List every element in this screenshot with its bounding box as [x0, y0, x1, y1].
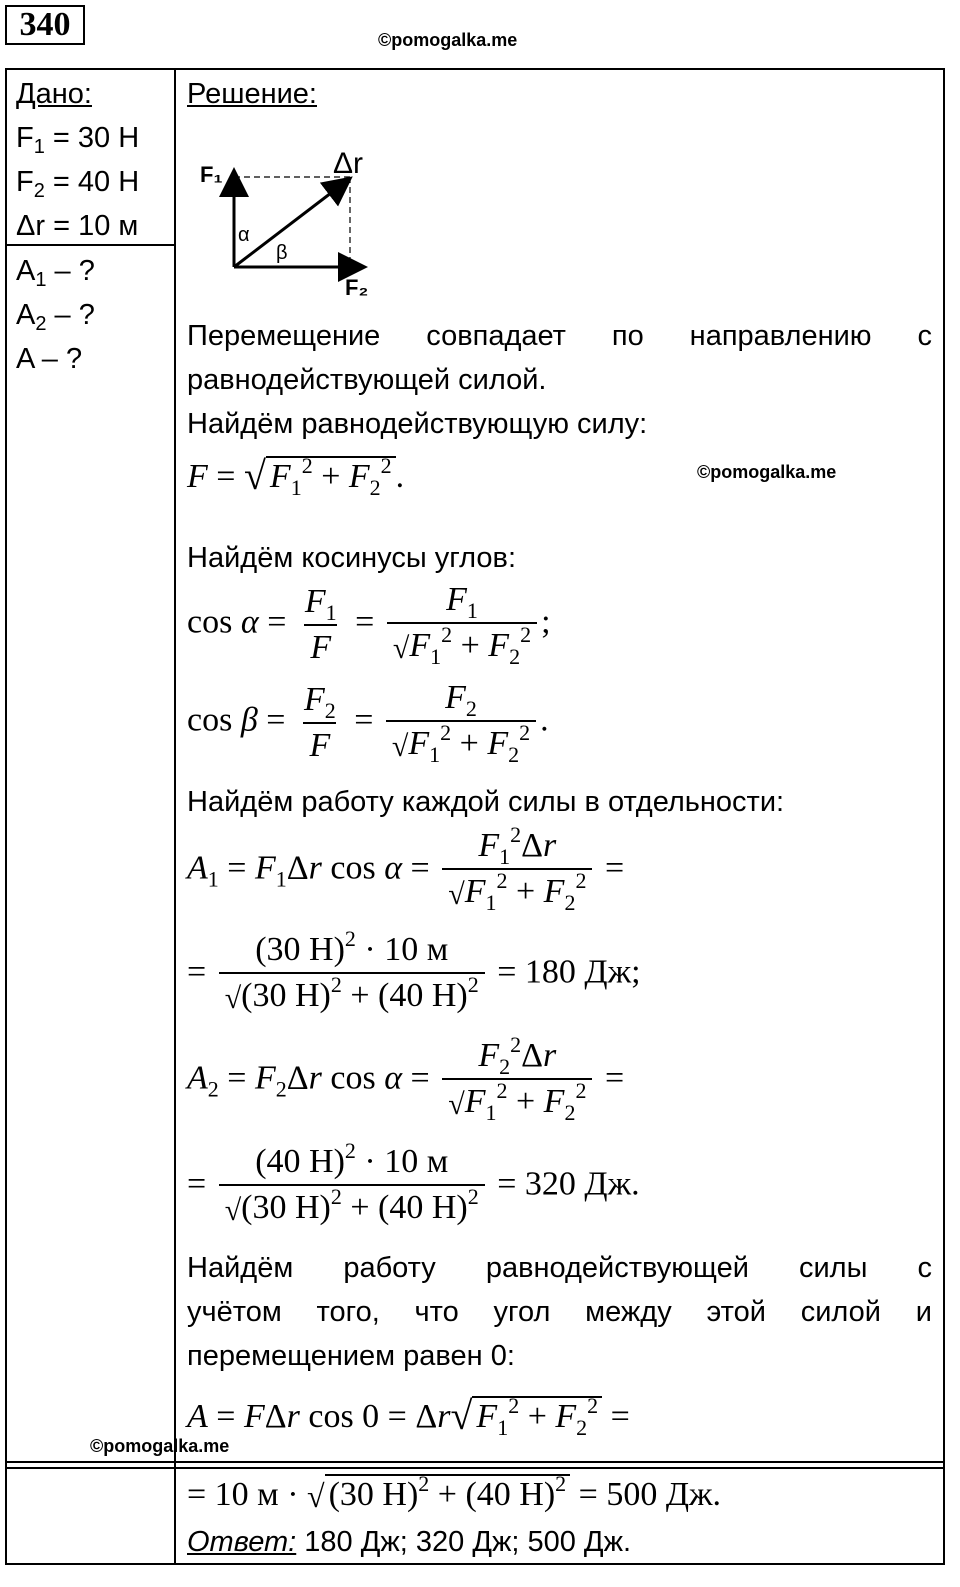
- vector-diagram: [190, 140, 390, 305]
- given-dr: Δr = 10 м: [16, 210, 139, 242]
- unknown-a1: $A_1$ – ?: [16, 255, 95, 291]
- paragraph-4: Найдём работу каждой силы в отдельности:: [187, 786, 785, 818]
- formula-a-symbolic: A = FΔr cos 0 = Δr√ $F_1^2 + F_2^2$ =: [187, 1393, 630, 1440]
- answer-label: Ответ:: [187, 1526, 297, 1558]
- formula-a1-numeric: = $\frac{(30 Н)^2 \cdot 10 м}{√(30 Н)^2 + (40 Н)^2}$ = 180 Дж;: [187, 930, 641, 1019]
- label-dr: Δr: [333, 147, 364, 180]
- watermark-mid: ©pomogalka.me: [697, 462, 837, 482]
- label-alpha: α: [238, 224, 250, 246]
- solution-title: Решение:: [187, 78, 317, 110]
- a1-result: = 180 Дж;: [497, 953, 641, 991]
- formula-a2-numeric: = $\frac{(40 Н)^2 \cdot 10 м}{√(30 Н)^2 + (40 Н)^2}$ = 320 Дж.: [187, 1142, 640, 1231]
- label-f2: F₂: [345, 275, 369, 300]
- a2-result: = 320 Дж.: [497, 1165, 640, 1203]
- paragraph-1b: равнодействующей силой.: [187, 364, 547, 396]
- given-title: Дано:: [16, 78, 92, 110]
- unknowns-block: [16, 249, 95, 381]
- problem-number: 340: [5, 5, 85, 45]
- table-left-border: [5, 68, 7, 1565]
- dr-vector: [234, 180, 348, 267]
- a-result: = 500 Дж.: [578, 1476, 722, 1513]
- formula-a-numeric: = 10 м · √ (30 Н)$^2$ + (40 Н)$^2$ = 500 Дж.: [187, 1471, 722, 1514]
- formula-resultant: F = √ $F_1^2 + F_2^2$ .: [187, 453, 405, 500]
- formula-a1-symbolic: $A_1 = F_1\Delta r$ cos α = $\frac{F_1^2\Delta r}{√F_1^2 + F_2^2}$ =: [187, 822, 625, 915]
- given-f2: $F_2 = 40$ Н: [16, 166, 140, 202]
- watermark-top: ©pomogalka.me: [378, 30, 518, 50]
- paragraph-3: Найдём косинусы углов:: [187, 542, 517, 574]
- formula-cos-beta: cos β = $\frac{F_2}{F}$ = $\frac{F_2}{√F_1^2 + F_2^2}$ .: [187, 679, 549, 767]
- paragraph-5c: перемещением равен 0:: [187, 1340, 515, 1372]
- paragraph-1a: Перемещение совпадает по направлению с: [187, 320, 932, 352]
- unknown-a2: $A_2$ – ?: [16, 299, 95, 335]
- given-f1: $F_1 = 30$ Н: [16, 122, 140, 158]
- formula-cos-alpha: cos α = $\frac{F_1}{F}$ = $\frac{F_1}{√F_1^2 + F_2^2}$ ;: [187, 581, 551, 669]
- paragraph-5a: Найдём работу равнодействующей силы с: [187, 1252, 932, 1284]
- given-block: [16, 72, 139, 248]
- watermark-bottom: ©pomogalka.me: [90, 1436, 230, 1456]
- label-f1: F₁: [200, 162, 223, 187]
- table-column-divider: [174, 68, 176, 1565]
- table-top-border: [5, 68, 945, 70]
- unknown-a: A – ?: [16, 343, 83, 375]
- table-right-border: [943, 68, 945, 1565]
- answer-line: [187, 1520, 631, 1564]
- table-split-border-a: [5, 1461, 945, 1463]
- paragraph-5b: учётом того, что угол между этой силой и: [187, 1296, 932, 1328]
- label-beta: β: [276, 242, 288, 264]
- answer-text: 180 Дж; 320 Дж; 500 Дж.: [296, 1526, 632, 1558]
- formula-a2-symbolic: $A_2 = F_2\Delta r$ cos α = $\frac{F_2^2\Delta r}{√F_1^2 + F_2^2}$ =: [187, 1032, 625, 1125]
- table-split-border-b: [5, 1467, 945, 1469]
- paragraph-2: Найдём равнодействующую силу:: [187, 408, 648, 440]
